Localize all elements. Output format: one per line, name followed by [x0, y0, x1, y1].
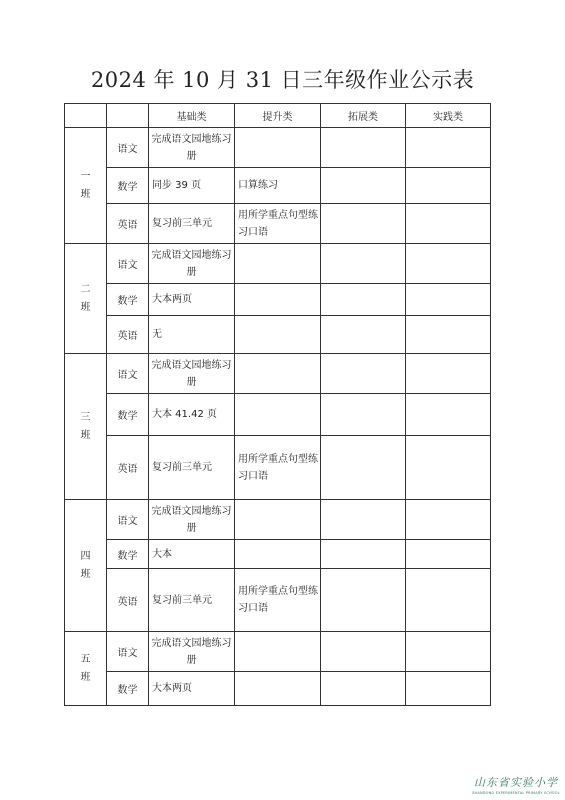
header-practice: 实践类 — [406, 104, 491, 128]
extended-homework-cell — [321, 168, 406, 204]
subject-cell: 语文 — [107, 354, 149, 394]
practice-homework-cell — [406, 436, 491, 500]
subject-cell: 英语 — [107, 436, 149, 500]
practice-homework-cell — [406, 244, 491, 284]
class-name-cell — [65, 244, 107, 354]
basic-homework-cell: 无 — [149, 316, 235, 354]
class-name-cell — [65, 632, 107, 706]
practice-homework-cell — [406, 204, 491, 244]
table-row — [65, 354, 491, 394]
practice-homework-cell — [406, 540, 491, 569]
homework-table — [64, 103, 491, 706]
practice-homework-cell — [406, 632, 491, 672]
header-row — [65, 104, 491, 128]
basic-homework-cell: 复习前三单元 — [149, 204, 235, 244]
advanced-homework-cell — [235, 394, 321, 436]
class-name-cell — [65, 500, 107, 632]
practice-homework-cell — [406, 394, 491, 436]
table-row — [65, 204, 491, 244]
basic-homework-cell: 大本 41.42 页 — [149, 394, 235, 436]
class-name-suffix: 班 — [80, 568, 91, 580]
advanced-homework-cell — [235, 540, 321, 569]
logo-name-en: SHANDONG EXPERIMENTAL PRIMARY SCHOOL — [472, 791, 560, 795]
page-title: 2024 年 10 月 31 日三年级作业公示表 — [90, 68, 475, 92]
advanced-homework-cell — [235, 500, 321, 540]
practice-homework-cell — [406, 672, 491, 706]
subject-cell: 英语 — [107, 316, 149, 354]
table-header — [65, 104, 491, 128]
subject-cell: 语文 — [107, 500, 149, 540]
subject-cell: 英语 — [107, 204, 149, 244]
extended-homework-cell — [321, 672, 406, 706]
class-name-number: 四 — [80, 550, 91, 562]
table-row — [65, 244, 491, 284]
subject-cell: 语文 — [107, 128, 149, 168]
practice-homework-cell — [406, 316, 491, 354]
practice-homework-cell — [406, 128, 491, 168]
advanced-homework-cell: 用所学重点句型练习口语 — [235, 436, 321, 500]
basic-homework-cell: 完成语文园地练习册 — [149, 244, 235, 284]
table-body — [65, 128, 491, 706]
table-row — [65, 284, 491, 316]
class-name-number: 三 — [80, 411, 91, 423]
extended-homework-cell — [321, 632, 406, 672]
advanced-homework-cell — [235, 632, 321, 672]
table-row — [65, 632, 491, 672]
advanced-homework-cell: 用所学重点句型练习口语 — [235, 569, 321, 632]
basic-homework-cell: 复习前三单元 — [149, 569, 235, 632]
practice-homework-cell — [406, 168, 491, 204]
advanced-homework-cell — [235, 672, 321, 706]
advanced-homework-cell — [235, 284, 321, 316]
extended-homework-cell — [321, 569, 406, 632]
practice-homework-cell — [406, 284, 491, 316]
advanced-homework-cell: 口算练习 — [235, 168, 321, 204]
basic-homework-cell: 复习前三单元 — [149, 436, 235, 500]
header-subject — [107, 104, 149, 128]
basic-homework-cell: 大本两页 — [149, 672, 235, 706]
extended-homework-cell — [321, 316, 406, 354]
header-basic: 基础类 — [149, 104, 235, 128]
header-extended: 拓展类 — [321, 104, 406, 128]
extended-homework-cell — [321, 500, 406, 540]
extended-homework-cell — [321, 284, 406, 316]
advanced-homework-cell — [235, 128, 321, 168]
basic-homework-cell: 大本两页 — [149, 284, 235, 316]
extended-homework-cell — [321, 354, 406, 394]
table-row — [65, 436, 491, 500]
extended-homework-cell — [321, 540, 406, 569]
subject-cell: 数学 — [107, 672, 149, 706]
table-row — [65, 569, 491, 632]
class-name-number: 五 — [80, 653, 91, 665]
subject-cell: 英语 — [107, 569, 149, 632]
class-name-cell — [65, 354, 107, 500]
class-name-suffix: 班 — [80, 301, 91, 313]
basic-homework-cell: 完成语文园地练习册 — [149, 500, 235, 540]
class-name-suffix: 班 — [80, 188, 91, 200]
school-logo — [470, 774, 562, 795]
basic-homework-cell: 完成语文园地练习册 — [149, 128, 235, 168]
table-row — [65, 394, 491, 436]
extended-homework-cell — [321, 394, 406, 436]
class-name-number: 一 — [80, 170, 91, 182]
subject-cell: 语文 — [107, 632, 149, 672]
class-name-suffix: 班 — [80, 671, 91, 683]
practice-homework-cell — [406, 500, 491, 540]
class-name-suffix: 班 — [80, 429, 91, 441]
subject-cell: 数学 — [107, 540, 149, 569]
subject-cell: 语文 — [107, 244, 149, 284]
header-class — [65, 104, 107, 128]
subject-cell: 数学 — [107, 284, 149, 316]
subject-cell: 数学 — [107, 394, 149, 436]
table-row — [65, 128, 491, 168]
basic-homework-cell: 完成语文园地练习册 — [149, 354, 235, 394]
extended-homework-cell — [321, 128, 406, 168]
practice-homework-cell — [406, 354, 491, 394]
basic-homework-cell: 大本 — [149, 540, 235, 569]
header-advanced: 提升类 — [235, 104, 321, 128]
advanced-homework-cell: 用所学重点句型练习口语 — [235, 204, 321, 244]
class-name-cell — [65, 128, 107, 244]
advanced-homework-cell — [235, 316, 321, 354]
table-row — [65, 168, 491, 204]
basic-homework-cell: 完成语文园地练习册 — [149, 632, 235, 672]
table-row — [65, 540, 491, 569]
extended-homework-cell — [321, 244, 406, 284]
table-row — [65, 500, 491, 540]
table-row — [65, 316, 491, 354]
logo-name-cn: 山东省实验小学 — [474, 776, 558, 789]
subject-cell: 数学 — [107, 168, 149, 204]
extended-homework-cell — [321, 436, 406, 500]
advanced-homework-cell — [235, 354, 321, 394]
advanced-homework-cell — [235, 244, 321, 284]
extended-homework-cell — [321, 204, 406, 244]
basic-homework-cell: 同步 39 页 — [149, 168, 235, 204]
practice-homework-cell — [406, 569, 491, 632]
table-row — [65, 672, 491, 706]
class-name-number: 二 — [80, 283, 91, 295]
